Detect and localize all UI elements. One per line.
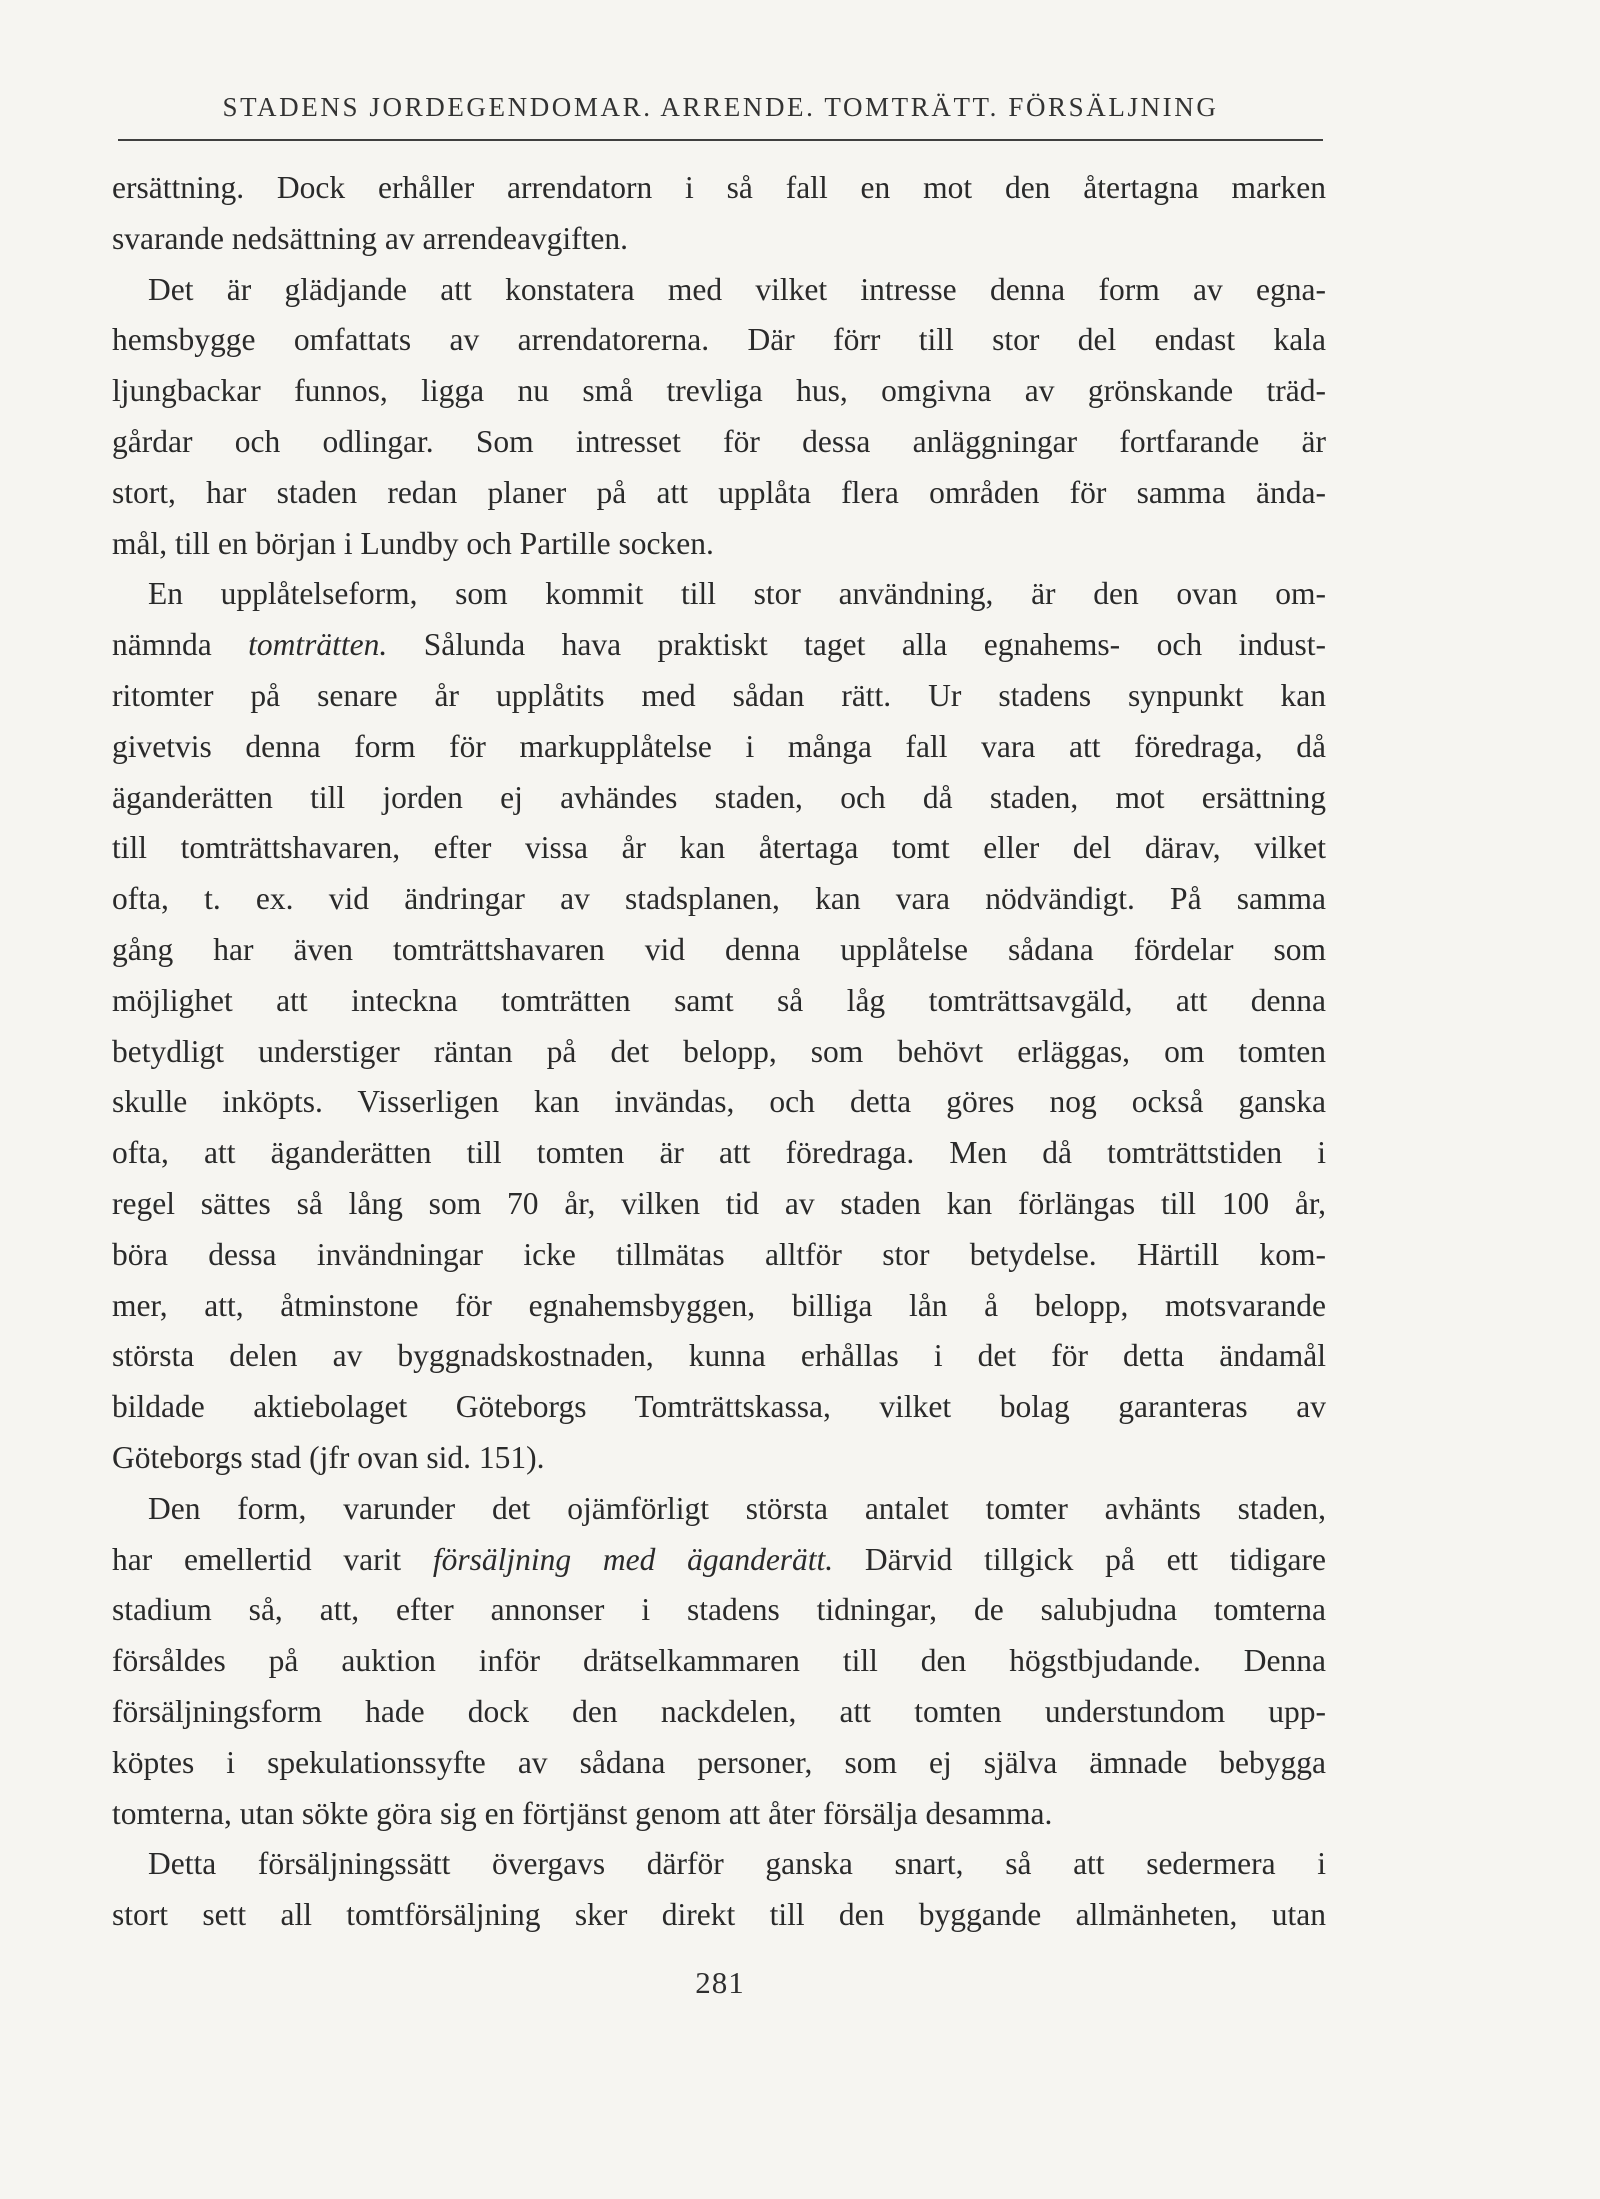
text-line: äganderätten till jorden ej avhändes staden, och då staden, mot ersättning [112,779,1326,815]
text-line: regel sättes så lång som 70 år, vilken tid av staden kan förlängas till 100 år, [112,1185,1326,1221]
emphasized-term: tomträtten. [248,627,388,663]
text-fragment: har emellertid varit [112,1541,433,1577]
text-line: mer, att, åtminstone för egnahemsbyggen, billiga lån å belopp, motsvarande [112,1287,1326,1323]
text-line: tomterna, utan sökte göra sig en förtjänst genom att åter försälja desamma. [112,1795,1053,1831]
text-line: möjlighet att inteckna tomträtten samt så låg tomträttsavgäld, att denna [112,982,1326,1018]
text-line: till tomträttshavaren, efter vissa år kan återtaga tomt eller del därav, vilket [112,830,1326,866]
emphasized-term: försäljning med äganderätt. [432,1541,834,1577]
running-head: STADENS JORDEGENDOMAR. ARRENDE. TOMTRÄTT. FÖRSÄLJNING [222,92,1219,122]
paragraph-1 [112,163,1326,265]
text-line: hemsbygge omfattats av arrendatorerna. Där förr till stor del endast kala [112,322,1326,358]
text-line: ritomter på senare år upplåtits med sådan rätt. Ur stadens synpunkt kan [112,677,1326,713]
text-line: stort sett all tomtförsäljning sker direkt till den byggande allmänheten, utan [112,1897,1326,1933]
paragraph-5 [112,1839,1326,1941]
text-line: bildade aktiebolaget Göteborgs Tomträttskassa, vilket bolag garanteras av [112,1389,1326,1425]
text-line: skulle inköpts. Visserligen kan invändas, och detta göres nog också ganska [112,1084,1326,1120]
paragraph-3 [112,569,1326,1483]
text-line: böra dessa invändningar icke tillmätas alltför stor betydelse. Härtill kom- [112,1236,1326,1272]
text-line: Det är glädjande att konstatera med vilket intresse denna form av egna- [148,271,1326,307]
text-line: mål, till en början i Lundby och Partille socken. [112,525,714,561]
page-number: 281 [695,1965,745,2000]
text-line: gång har även tomträttshavaren vid denna upplåtelse sådana fördelar som [112,931,1326,967]
text-line: Detta försäljningssätt övergavs därför ganska snart, så att sedermera i [148,1846,1326,1882]
text-line: Göteborgs stad (jfr ovan sid. 151). [112,1439,545,1475]
text-line: ljungbackar funnos, ligga nu små trevliga hus, omgivna av grönskande träd- [112,373,1326,409]
text-line: betydligt understiger räntan på det belopp, som behövt erläggas, om tomten [112,1033,1326,1069]
paragraph-4 [112,1484,1326,1840]
text-line: största delen av byggnadskostnaden, kunna erhållas i det för detta ändamål [112,1338,1326,1374]
text-line: givetvis denna form för markupplåtelse i många fall vara att föredraga, då [112,728,1326,764]
text-line: gårdar och odlingar. Som intresset för dessa anläggningar fortfarande är [112,423,1326,459]
body-text [112,163,1326,1941]
text-line: Den form, varunder det ojämförligt största antalet tomter avhänts staden, [148,1490,1326,1526]
header-rule [118,139,1323,141]
text-line: ofta, t. ex. vid ändringar av stadsplanen, kan vara nödvändigt. På samma [112,881,1326,917]
text-line: svarande nedsättning av arrendeavgiften. [112,220,629,256]
text-line-with-emphasis [112,620,1326,671]
text-line: ofta, att äganderätten till tomten är att föredraga. Men då tomträttstiden i [112,1135,1326,1171]
text-fragment: Sålunda hava praktiskt taget alla egnahems- och indust- [387,627,1326,663]
text-fragment: nämnda [112,627,249,663]
text-line: stort, har staden redan planer på att upplåta flera områden för samma ända- [112,474,1326,510]
text-line: försåldes på auktion inför drätselkammaren till den högstbjudande. Denna [112,1643,1326,1679]
text-line-with-emphasis [112,1535,1326,1586]
text-line: ersättning. Dock erhåller arrendatorn i så fall en mot den återtagna marken [112,170,1326,205]
text-line: stadium så, att, efter annonser i stadens tidningar, de salubjudna tomterna [112,1592,1326,1628]
text-line: försäljningsform hade dock den nackdelen, att tomten understundom upp- [112,1693,1326,1729]
text-fragment: Därvid tillgick på ett tidigare [833,1541,1326,1577]
text-line: En upplåtelseform, som kommit till stor användning, är den ovan om- [148,576,1326,612]
paragraph-2 [112,265,1326,570]
text-line: köptes i spekulationssyfte av sådana personer, som ej själva ämnade bebygga [112,1744,1326,1780]
